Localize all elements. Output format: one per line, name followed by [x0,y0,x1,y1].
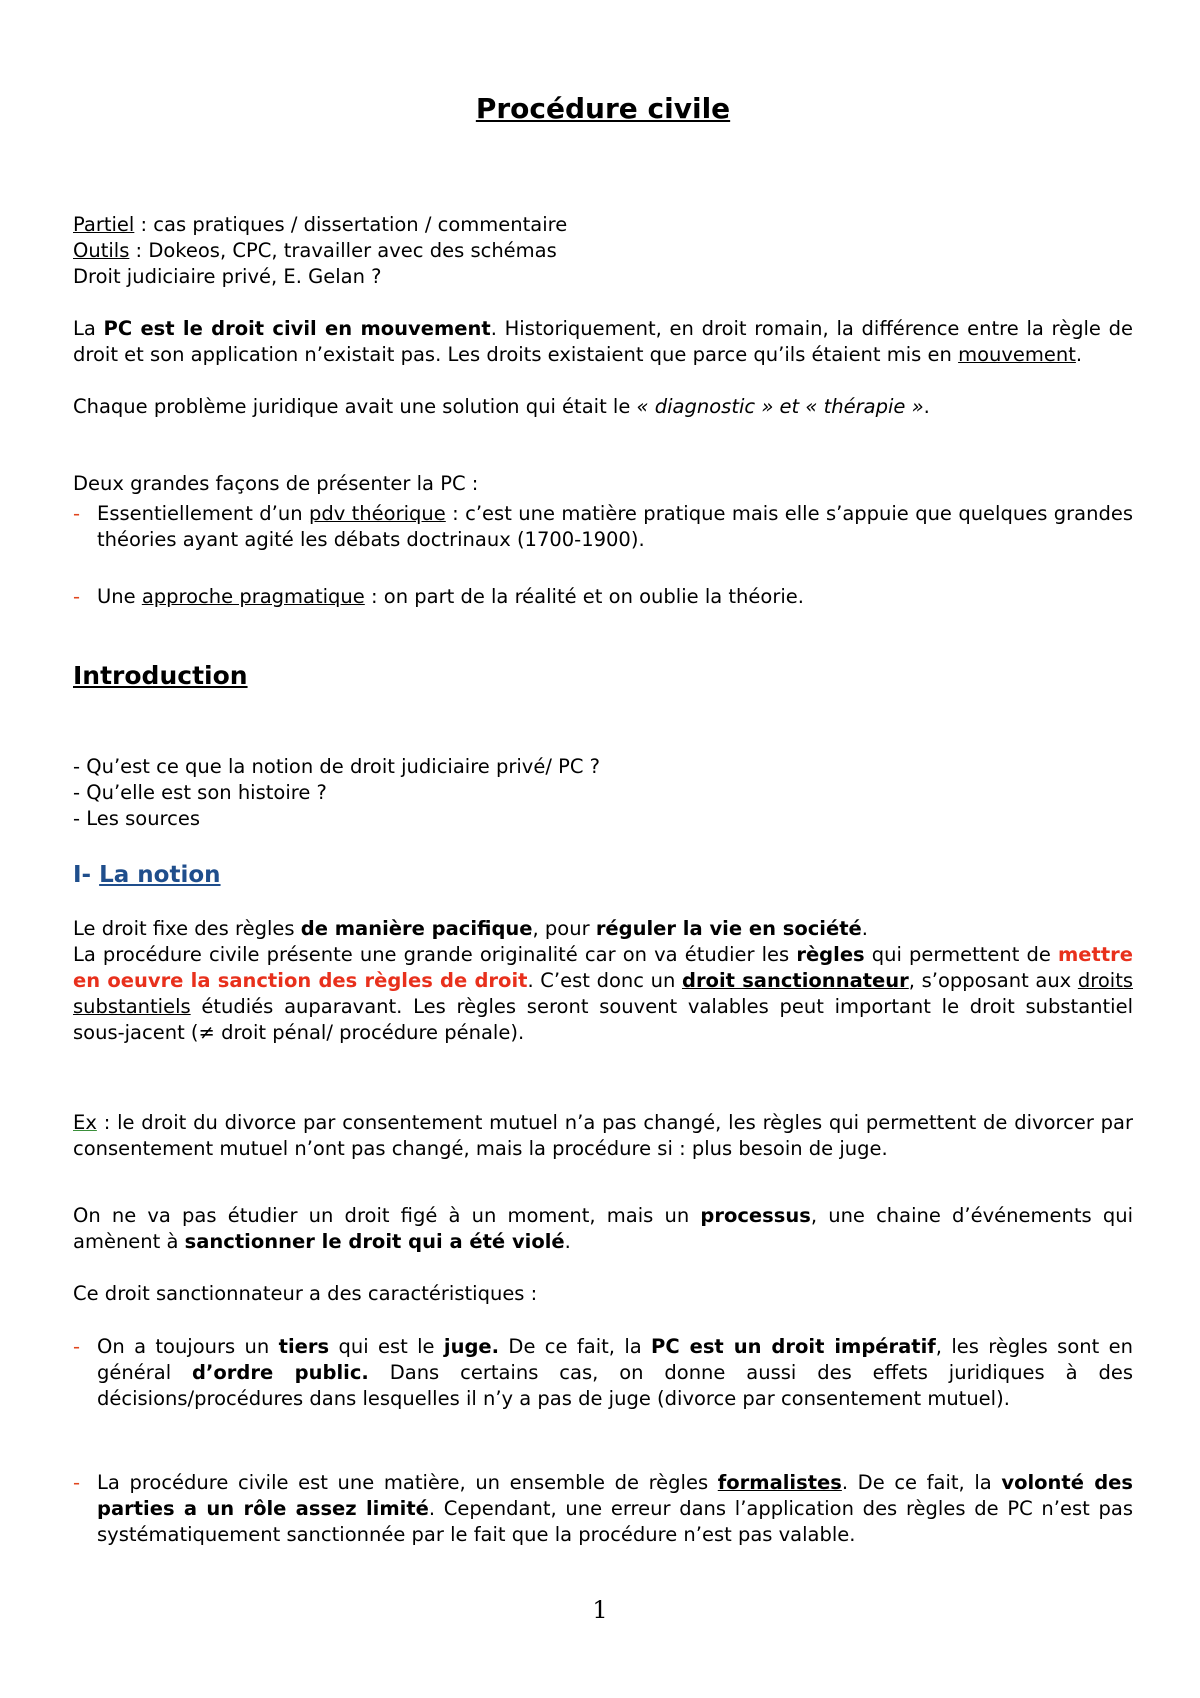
notion-paragraph-1: Le droit fixe des règles de manière pacifique, pour réguler la vie en société. [73,917,868,940]
introduction-heading: Introduction [73,661,248,690]
pc-paragraph: La PC est le droit civil en mouvement. Historiquement, en droit romain, la différence entre la règle de droit et son application n’existait pas. Les droits existaient que parce qu’ils étaient mis en mouvement. [73,317,1133,366]
notion-heading: I- La notion [73,862,221,888]
bullet-dash: - [73,1335,81,1358]
question-item: - Les sources [73,807,201,830]
partiel-line [73,212,567,238]
partiel-text: : cas pratiques / dissertation / commentaire [134,213,568,236]
notion-paragraph-2: La procédure civile présente une grande originalité car on va étudier les règles qui permettent de mettre en oeuvre la sanction des règles de droit. C’est donc un droit sanctionnateur, s’opposant aux droits substantiels étudiés auparavant. Les règles seront souvent valables peut important le droit substantiel sous-jacent (≠ droit pénal/ procédure pénale). [73,943,1133,1044]
example-paragraph: Ex : le droit du divorce par consentement mutuel n’a pas changé, les règles qui permettent de divorcer par consentement mutuel n’ont pas changé, mais la procédure si : plus besoin de juge. [73,1111,1133,1160]
outils-text: : Dokeos, CPC, travailler avec des schémas [129,239,557,262]
page-number: 1 [592,1596,608,1624]
diagnostic-line: Chaque problème juridique avait une solution qui était le « diagnostic » et « thérapie ». [73,395,930,418]
page-title: Procédure civile [475,92,731,125]
bullet-dash: - [73,502,81,525]
two-ways-intro: Deux grandes façons de présenter la PC : [73,472,479,495]
list-item-pragmatic: Une approche pragmatique : on part de la réalité et on oublie la théorie. [97,585,804,608]
characteristic-item-1: On a toujours un tiers qui est le juge. De ce fait, la PC est un droit impératif, les règles sont en général d’ordre public. Dans certains cas, on donne aussi des effets juridiques à des décisions/procédures dans lesquelles il n’y a pas de juge (divorce par consentement mutuel). [97,1335,1133,1410]
question-item: - Qu’elle est son histoire ? [73,781,327,804]
characteristic-item-2: La procédure civile est une matière, un ensemble de règles formalistes. De ce fait, la volonté des parties a un rôle assez limité. Cependant, une erreur dans l’application des règles de PC n’est pas systématiquement sanctionnée par le fait que la procédure n’est pas valable. [97,1471,1133,1546]
process-paragraph: On ne va pas étudier un droit figé à un moment, mais un processus, une chaine d’événements qui amènent à sanctionner le droit qui a été violé. [73,1204,1133,1253]
outils-label: Outils [73,239,130,262]
reference-line: Droit judiciaire privé, E. Gelan ? [73,265,382,288]
bullet-dash: - [73,1471,81,1494]
partiel-label: Partiel [73,213,135,236]
outils-line [73,238,557,264]
list-item-theoretical: Essentiellement d’un pdv théorique : c’est une matière pratique mais elle s’appuie que quelques grandes théories ayant agité les débats doctrinaux (1700-1900). [97,502,1133,551]
bullet-dash: - [73,585,81,608]
characteristics-intro: Ce droit sanctionnateur a des caractéristiques : [73,1282,538,1305]
question-item: - Qu’est ce que la notion de droit judiciaire privé/ PC ? [73,755,601,778]
